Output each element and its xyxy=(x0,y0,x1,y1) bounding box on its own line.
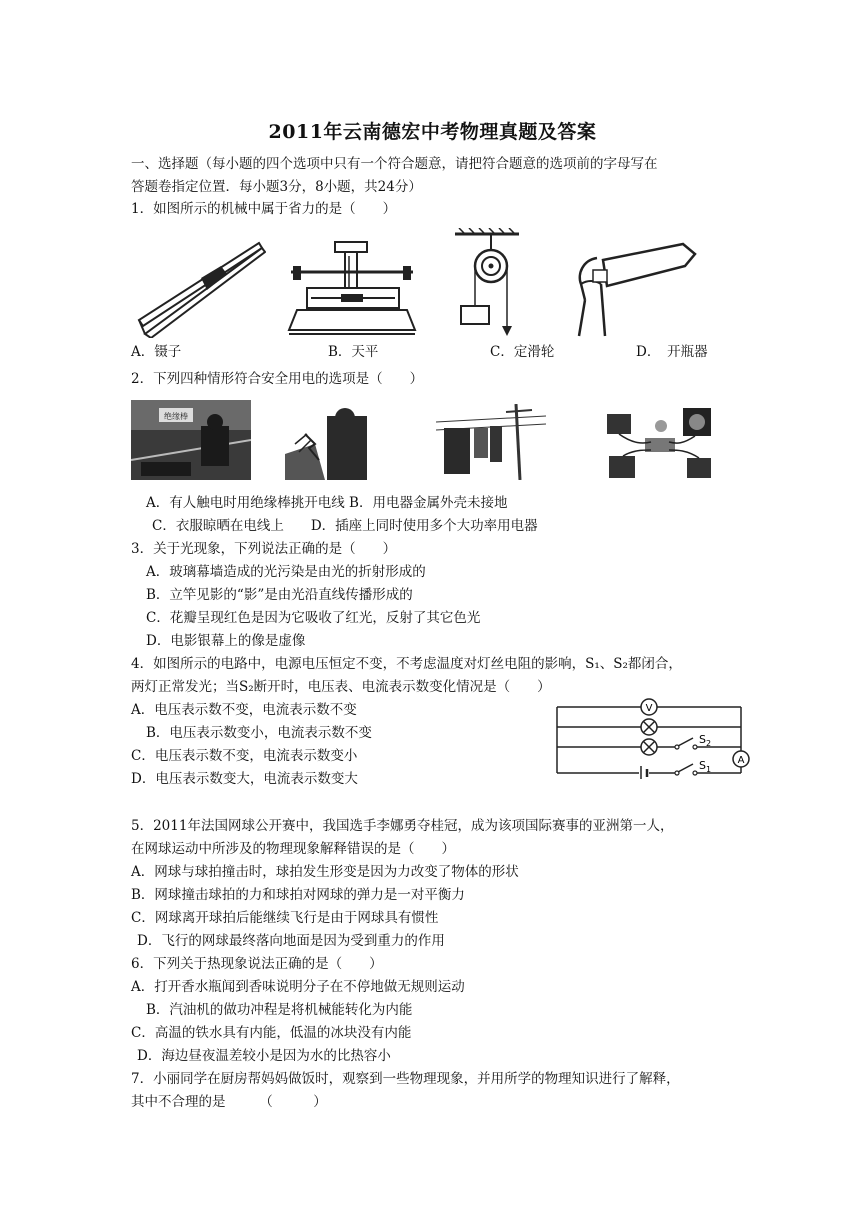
bottle-opener-figure xyxy=(573,240,698,338)
insulating-rod-sign: 绝缘棒 xyxy=(164,412,188,421)
q6-option-d: D．海边昼夜温差较小是因为水的比热容小 xyxy=(137,1048,391,1064)
q3-option-b: B．立竿见影的“影”是由光沿直线传播形成的 xyxy=(146,587,413,603)
q7-stem-line2: 其中不合理的是 （ ） xyxy=(131,1094,327,1110)
section-heading-line2: 答题卷指定位置．每小题3分，8小题，共24分） xyxy=(131,179,422,195)
q4-stem-line1: 4．如图所示的电路中，电源电压恒定不变，不考虑温度对灯丝电阻的影响，S₁、S₂都闭合， xyxy=(131,656,682,672)
q6-stem: 6．下列关于热现象说法正确的是（ ） xyxy=(131,956,383,972)
fixed-pulley-figure xyxy=(455,228,520,343)
q2-stem: 2．下列四种情形符合安全用电的选项是（ ） xyxy=(131,371,424,387)
q4-option-b: B．电压表示数变小，电流表示数不变 xyxy=(146,725,372,741)
voltmeter-label: V xyxy=(645,703,653,714)
q3-option-a: A．玻璃幕墙造成的光污染是由光的折射形成的 xyxy=(146,564,426,580)
q5-option-c: C．网球离开球拍后能继续飞行是由于网球具有惯性 xyxy=(131,910,439,926)
q6-option-c: C．高温的铁水具有内能，低温的冰块没有内能 xyxy=(131,1025,412,1041)
circuit-diagram xyxy=(555,697,775,779)
switch-2-label: $S_2$ xyxy=(699,733,712,748)
q7-stem-line1: 7．小丽同学在厨房帮妈妈做饭时，观察到一些物理现象，并用所学的物理知识进行了解释， xyxy=(131,1071,680,1087)
q5-option-d: D．飞行的网球最终落向地面是因为受到重力的作用 xyxy=(137,933,445,949)
q4-option-c: C．电压表示数不变，电流表示数变小 xyxy=(131,748,358,764)
switch-2-symbol xyxy=(678,738,693,746)
ungrounded-appliance-photo xyxy=(285,404,380,480)
overloaded-socket-photo xyxy=(603,404,718,484)
q6-option-a: A．打开香水瓶闻到香味说明分子在不停地做无规则运动 xyxy=(131,979,465,995)
section-heading-line1: 一、选择题（每小题的四个选项中只有一个符合题意，请把符合题意的选项前的字母写在 xyxy=(131,156,658,172)
q5-option-b: B．网球撞击球拍的力和球拍对网球的弹力是一对平衡力 xyxy=(131,887,465,903)
q4-option-a: A．电压表示数不变，电流表示数不变 xyxy=(131,702,357,718)
q6-option-b: B．汽油机的做功冲程是将机械能转化为内能 xyxy=(146,1002,413,1018)
switch-1-label: $S_1$ xyxy=(699,759,712,774)
q1-option-a: A．镊子 xyxy=(131,344,182,360)
q1-stem: 1．如图所示的机械中属于省力的是（ ） xyxy=(131,201,397,217)
q3-option-d: D．电影银幕上的像是虚像 xyxy=(146,633,306,649)
q4-stem-line2: 两灯正常发光；当S₂断开时，电压表、电流表示数变化情况是（ ） xyxy=(131,679,551,695)
q2-options-line1: A．有人触电时用绝缘棒挑开电线 B．用电器金属外壳未接地 xyxy=(146,495,508,511)
page-title: 2011年云南德宏中考物理真题及答案 xyxy=(268,121,597,143)
q2-options-line2: C．衣服晾晒在电线上 D．插座上同时使用多个大功率用电器 xyxy=(152,518,538,534)
tweezers-figure xyxy=(131,238,266,338)
clothes-on-wire-photo xyxy=(436,404,546,480)
switch-1-symbol xyxy=(678,764,693,772)
ammeter-label: A xyxy=(737,755,745,766)
insulating-rod-photo xyxy=(131,400,251,480)
q3-option-c: C．花瓣呈现红色是因为它吸收了红光，反射了其它色光 xyxy=(146,610,481,626)
q4-option-d: D．电压表示数变大，电流表示数变大 xyxy=(131,771,358,787)
q5-option-a: A．网球与球拍撞击时，球拍发生形变是因为力改变了物体的形状 xyxy=(131,864,519,880)
q1-option-b: B．天平 xyxy=(328,344,379,360)
balance-figure xyxy=(287,238,417,338)
q5-stem-line1: 5．2011年法国网球公开赛中，我国选手李娜勇夺桂冠，成为该项国际赛事的亚洲第一人， xyxy=(131,818,674,834)
q5-stem-line2: 在网球运动中所涉及的物理现象解释错误的是（ ） xyxy=(131,841,455,857)
q1-option-c: C．定滑轮 xyxy=(490,344,555,360)
q1-option-d: D． 开瓶器 xyxy=(636,344,708,360)
q3-stem: 3．关于光现象，下列说法正确的是（ ） xyxy=(131,541,397,557)
